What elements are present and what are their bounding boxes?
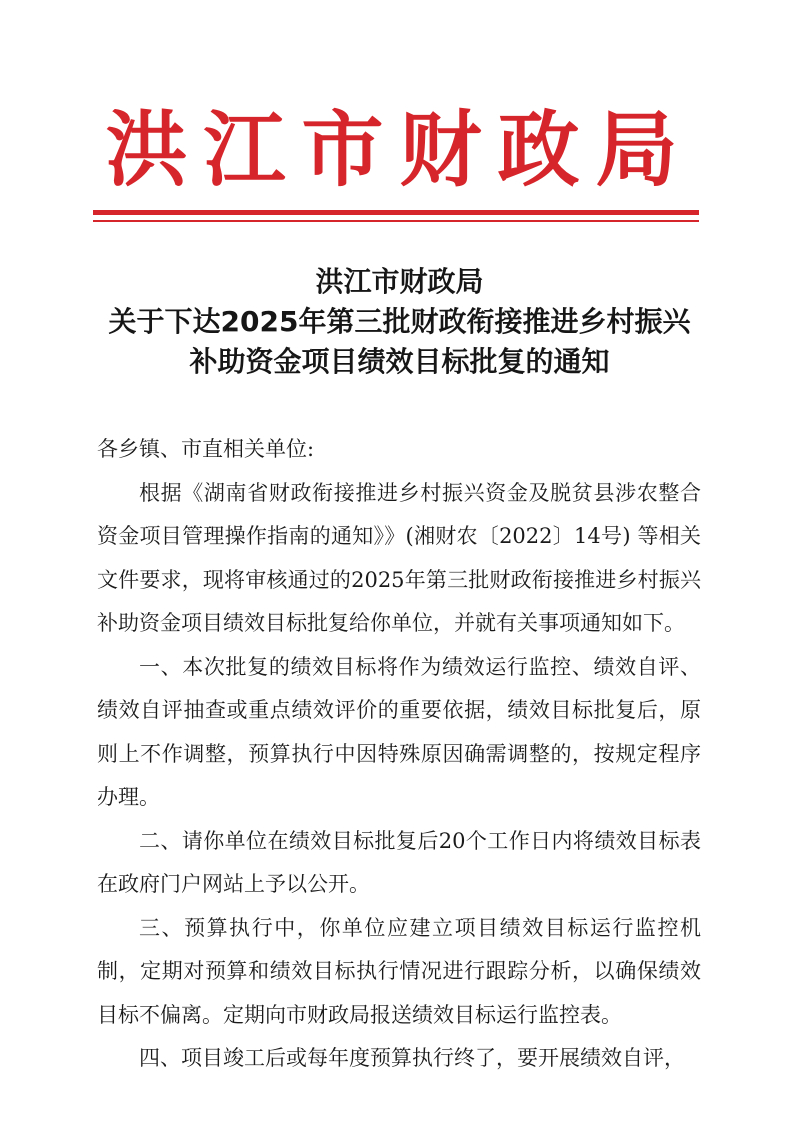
document-title bbox=[0, 262, 799, 382]
paragraph-basis: 根据《湖南省财政衔接推进乡村振兴资金及脱贫县涉农整合资金项目管理操作指南的通知》》(湘财农〔2022〕14号) 等相关文件要求，现将审核通过的2025年第三批财政衔接推进乡村振兴补助资金项目绩效目标批复给你单位，并就有关事项通知如下。 bbox=[97, 480, 701, 635]
paragraph-item-2: 二、请你单位在绩效目标批复后20个工作日内将绩效目标表在政府门户网站上予以公开。 bbox=[97, 828, 701, 896]
masthead-agency-name: 洪江市财政局 bbox=[105, 102, 694, 198]
title-line-2: 关于下达2025年第三批财政衔接推进乡村振兴 bbox=[108, 305, 691, 338]
paragraph-item-1: 一、本次批复的绩效目标将作为绩效运行监控、绩效自评、绩效自评抽查或重点绩效评价的重要依据，绩效目标批复后，原则上不作调整，预算执行中因特殊原因确需调整的，按规定程序办理。 bbox=[97, 654, 701, 809]
title-line-3: 补助资金项目绩效目标批复的通知 bbox=[189, 345, 610, 378]
masthead-divider-thin bbox=[93, 220, 699, 222]
title-line-1: 洪江市财政局 bbox=[315, 265, 484, 298]
document-body bbox=[97, 428, 701, 1081]
paragraph-item-3: 三、预算执行中，你单位应建立项目绩效目标运行监控机制，定期对预算和绩效目标执行情况进行跟踪分析，以确保绩效目标不偏离。定期向市财政局报送绩效目标运行监控表。 bbox=[97, 915, 701, 1027]
masthead-divider-thick bbox=[93, 210, 699, 215]
paragraph-item-4: 四、项目竣工后或每年度预算执行终了，要开展绩效自评， bbox=[139, 1046, 685, 1070]
salutation: 各乡镇、市直相关单位: bbox=[97, 437, 315, 461]
